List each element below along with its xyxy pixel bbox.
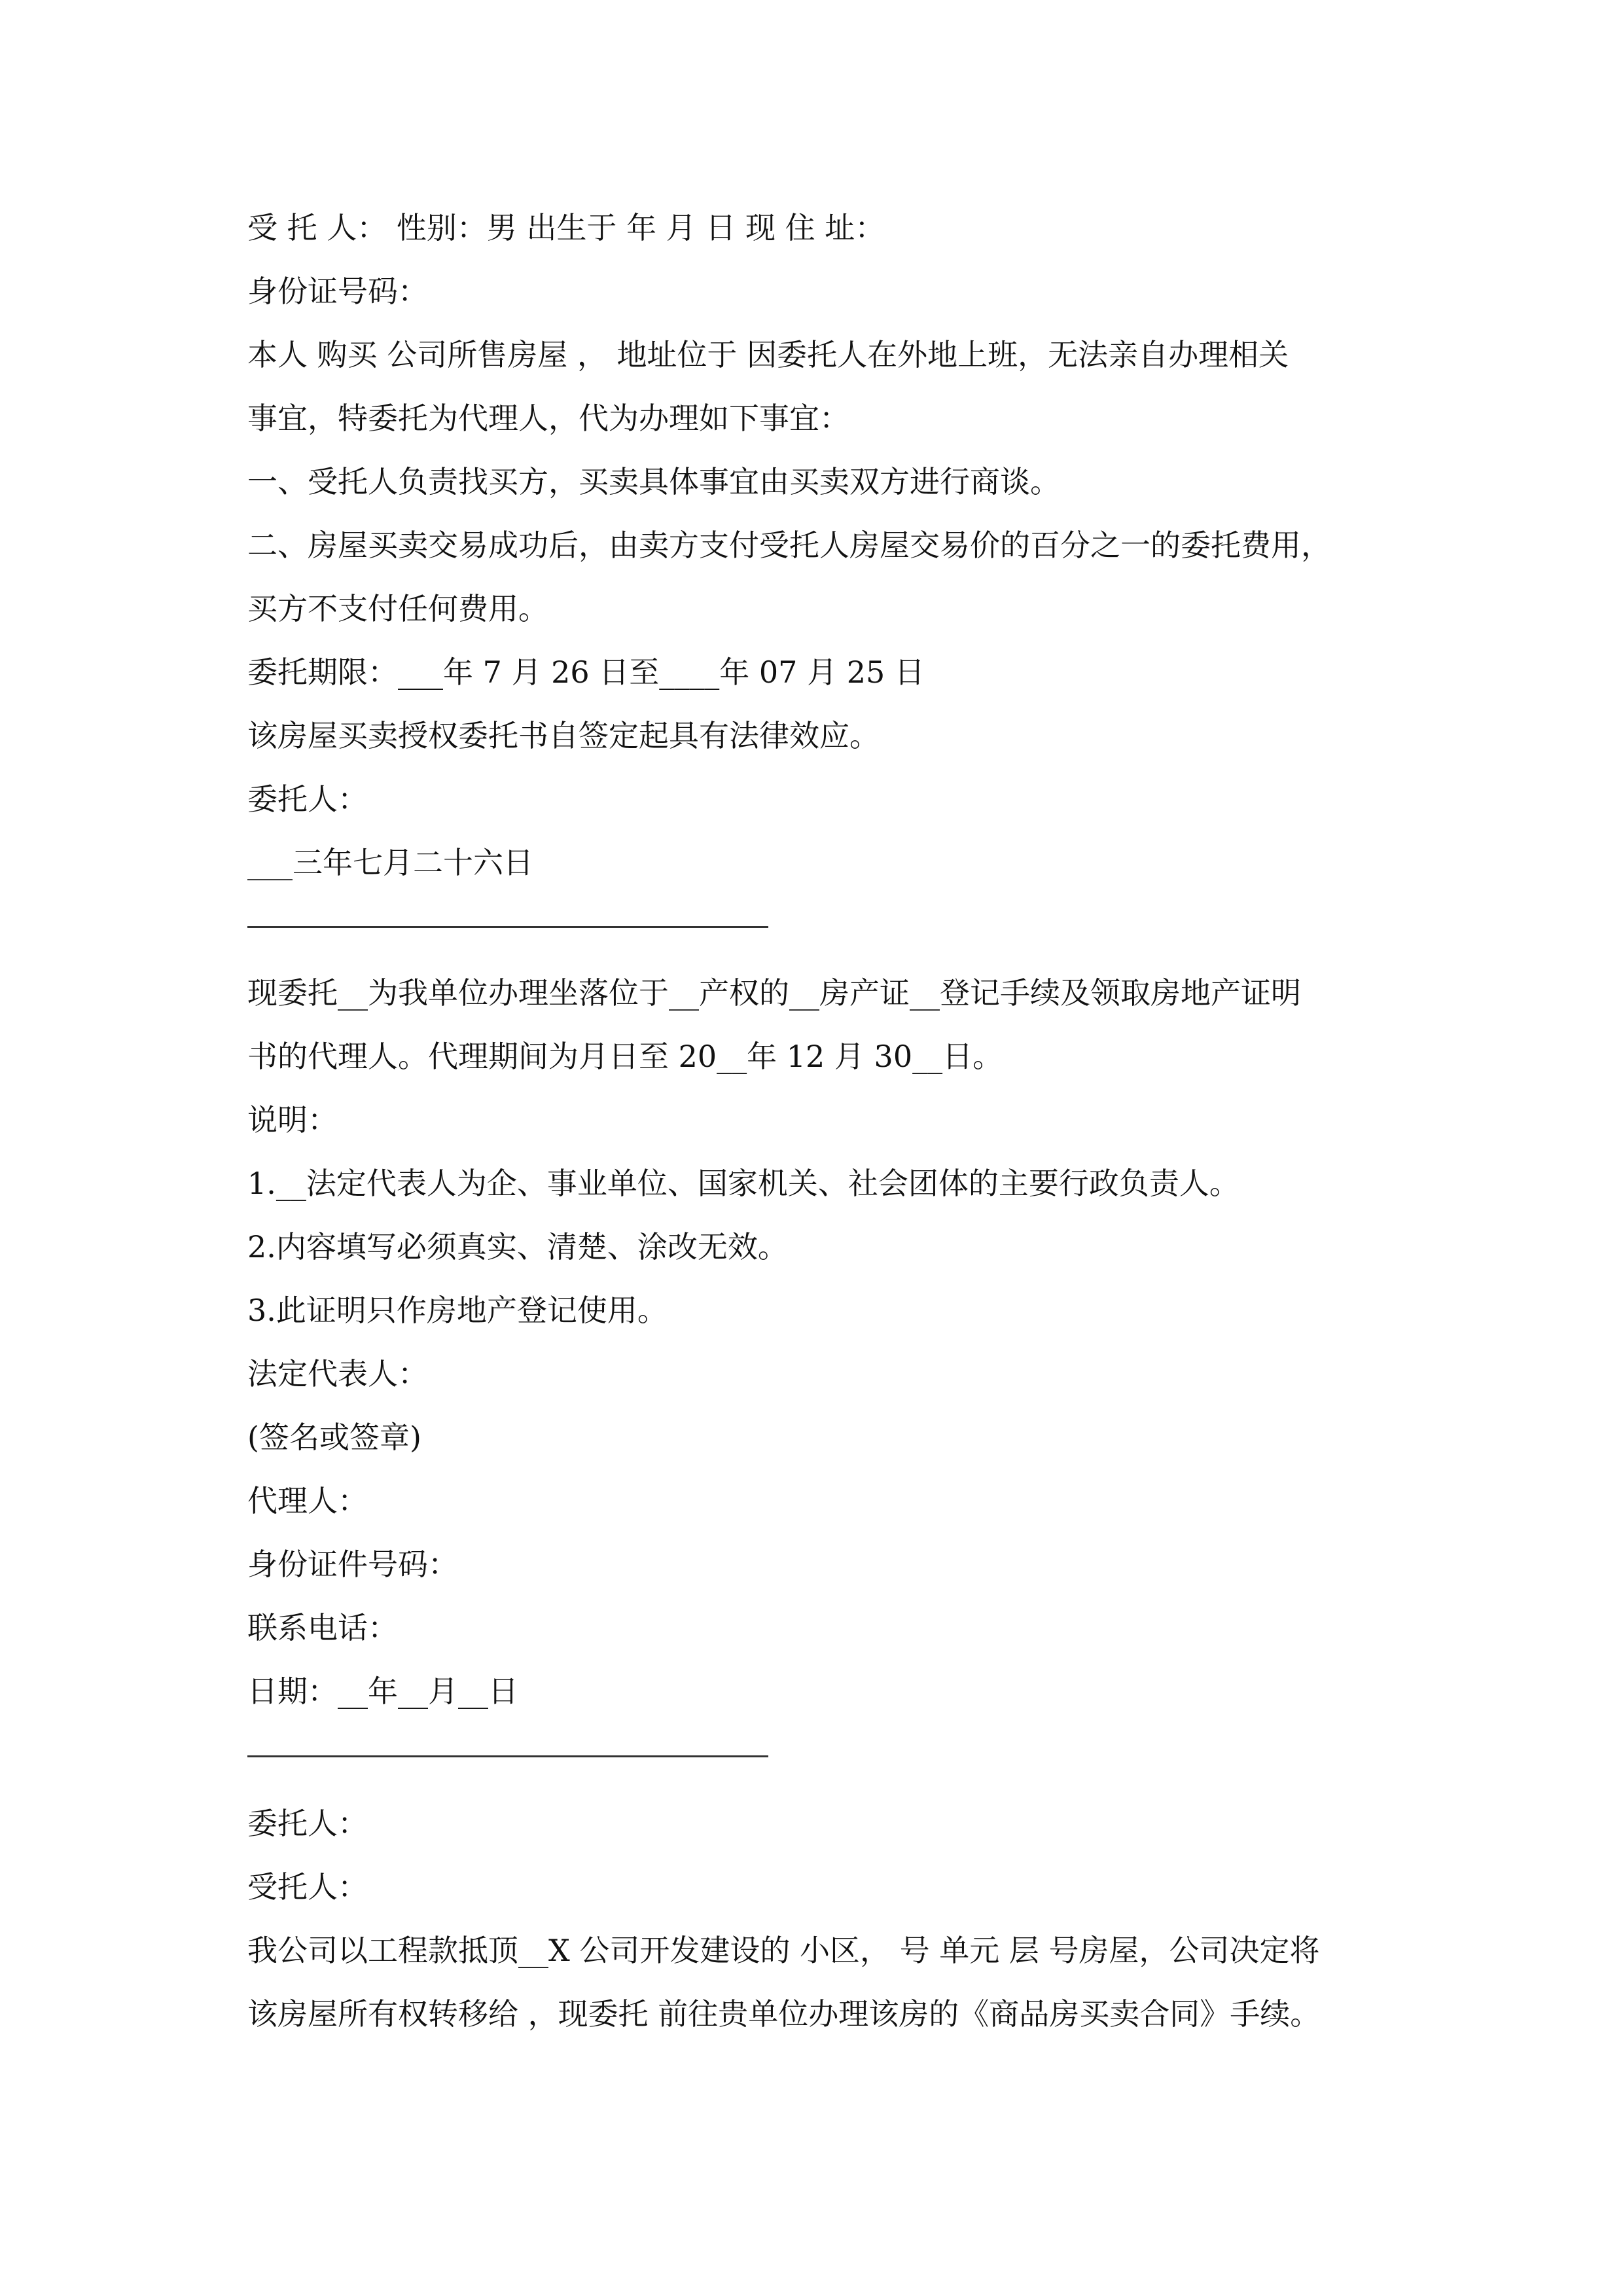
company-statement-line-1: 我公司以工程款抵顶__X 公司开发建设的 小区， 号 单元 层 号房屋，公司决定将 [247, 1933, 1320, 1968]
trustee-info-line: 受 托 人： 性别：男 出生于 年 月 日 现 住 址： [247, 210, 885, 245]
authorization-line-1: 现委托__为我单位办理坐落位于__产权的__房产证__登记手续及领取房地产证明 [247, 975, 1301, 1011]
clause-one: 一、受托人负责找买方，买卖具体事宜由买卖双方进行商谈。 [247, 464, 1060, 499]
note-item-3: 3.此证明只作房地产登记使用。 [247, 1293, 668, 1328]
clause-two-line-1: 二、房屋买卖交易成功后，由卖方支付受托人房屋交易价的百分之一的委托费用， [247, 528, 1331, 563]
signing-date: ___三年七月二十六日 [247, 845, 533, 880]
trustee-label: 受托人： [247, 1869, 368, 1905]
company-statement-line-2: 该房屋所有权转移给 ，现委托 前往贵单位办理该房的《商品房买卖合同》手续。 [247, 1996, 1321, 2032]
notes-heading: 说明： [247, 1102, 338, 1138]
section-divider-1 [247, 926, 768, 928]
authorization-line-2: 书的代理人。代理期间为月日至 20__年 12 月 30__日。 [247, 1039, 1003, 1074]
signature-or-seal-label: (签名或签章) [247, 1420, 421, 1455]
contact-phone-label: 联系电话： [247, 1610, 398, 1645]
principal-label: 委托人： [247, 1806, 368, 1841]
section-divider-2 [247, 1755, 768, 1757]
date-line: 日期：__年__月__日 [247, 1674, 518, 1709]
purchase-statement-line-2: 事宜，特委托为代理人，代为办理如下事宜： [247, 401, 849, 436]
id-number-line: 身份证号码： [247, 274, 428, 309]
clause-two-line-2: 买方不支付任何费用。 [247, 591, 548, 626]
purchase-statement-line-1: 本人 购买 公司所售房屋 ， 地址位于 因委托人在外地上班，无法亲自办理相关 [247, 337, 1289, 372]
note-item-2: 2.内容填写必须真实、清楚、涂改无效。 [247, 1229, 788, 1265]
entrustment-period: 委托期限：___年 7 月 26 日至____年 07 月 25 日 [247, 655, 925, 690]
note-item-1: 1.__法定代表人为企、事业单位、国家机关、社会团体的主要行政负责人。 [247, 1166, 1240, 1201]
legal-effect-statement: 该房屋买卖授权委托书自签定起具有法律效应。 [247, 718, 880, 753]
legal-representative-label: 法定代表人： [247, 1356, 428, 1391]
principal-signature-label: 委托人： [247, 781, 368, 817]
id-document-number-label: 身份证件号码： [247, 1547, 458, 1582]
agent-label: 代理人： [247, 1483, 368, 1518]
